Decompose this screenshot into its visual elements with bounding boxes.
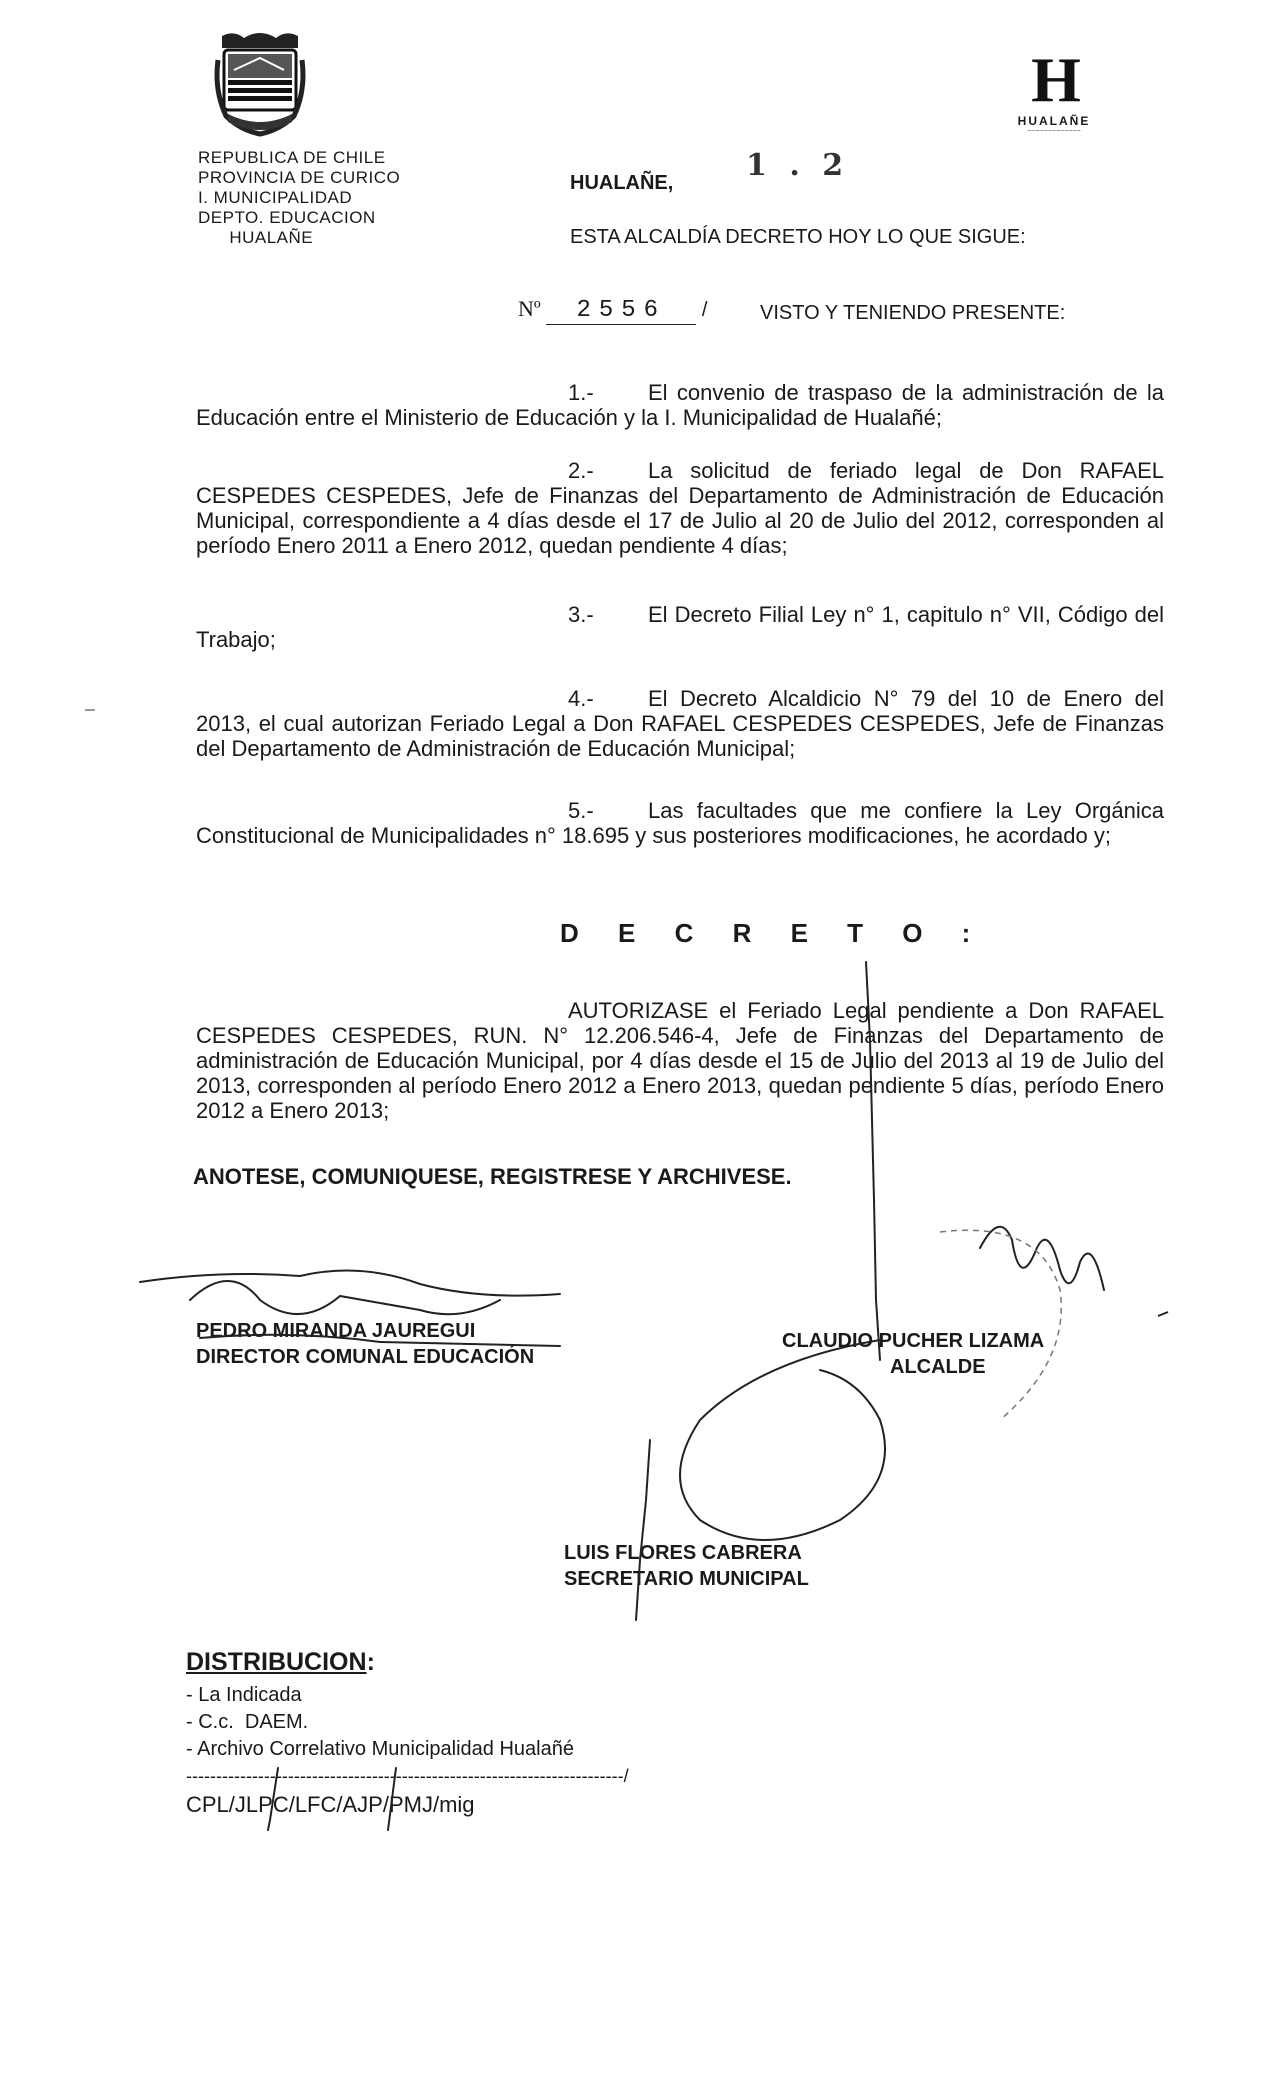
signer-name: CLAUDIO PUCHER LIZAMA <box>782 1330 1045 1352</box>
signer-name: PEDRO MIRANDA JAUREGUI <box>196 1320 476 1342</box>
secretary-signature-block <box>564 1540 809 1592</box>
secretary-signature-stroke <box>636 1440 650 1620</box>
municipal-crest-icon <box>214 30 306 140</box>
director-signature-block <box>196 1318 534 1370</box>
decree-intro: ESTA ALCALDÍA DECRETO HOY LO QUE SIGUE: <box>570 226 1026 248</box>
signer-name: LUIS FLORES CABRERA <box>564 1542 802 1564</box>
list-item: - C.c. DAEM. <box>186 1711 309 1733</box>
director-signature-scribble <box>140 1271 560 1296</box>
distribution-list <box>186 1682 574 1763</box>
mayor-signature-block <box>782 1328 1044 1380</box>
resolution-paragraph <box>196 998 1164 1123</box>
mayor-signature-scribble <box>980 1227 1104 1290</box>
consideration-number: 1.- <box>568 380 594 405</box>
distribution-heading <box>186 1648 375 1677</box>
decree-number-line <box>518 296 707 325</box>
issuing-authority-block <box>198 148 400 248</box>
signer-title: DIRECTOR COMUNAL EDUCACIÓN <box>196 1346 535 1368</box>
consideration-text: El Decreto Alcaldicio N° 79 del 10 de Enero del 2013, el cual autorizan Feriado Legal a Don RAFAEL CESPEDES CESPEDES, Jefe de Finanzas del Departamento de Administración de Educación Municipal; <box>196 686 1164 761</box>
consideration-3 <box>196 602 1164 652</box>
logo-tagline-scribble: ~~~~~~~~~~~~~ <box>1027 128 1081 135</box>
org-line: DEPTO. EDUCACION <box>198 208 376 227</box>
decree-title: D E C R E T O : <box>560 918 987 948</box>
org-line: REPUBLICA DE CHILE <box>198 148 386 167</box>
distribution-colon: : <box>366 1648 375 1676</box>
consideration-number: 3.- <box>568 602 594 627</box>
consideration-number: 2.- <box>568 458 594 483</box>
visto-heading: VISTO Y TENIENDO PRESENTE: <box>760 302 1066 324</box>
consideration-text: Las facultades que me confiere la Ley Orgánica Constitucional de Municipalidades n° 18.695 y sus posteriores modificaciones, he acordado y; <box>196 798 1164 848</box>
hualane-logo <box>1006 44 1102 140</box>
consideration-text: El Decreto Filial Ley n° 1, capitulo n° VII, Código del Trabajo; <box>196 602 1164 652</box>
logo-mark-icon: H <box>1031 44 1077 115</box>
signer-title: SECRETARIO MUNICIPAL <box>564 1568 809 1590</box>
consideration-1 <box>196 380 1164 430</box>
consideration-text: La solicitud de feriado legal de Don RAFAEL CESPEDES CESPEDES, Jefe de Finanzas del Departamento de Administración de Educación Municipal, correspondiente a 4 días desde el 17 de Julio al 20 de Julio del 2012, corresponden al período Enero 2011 a Enero 2012, quedan pendiente 4 días; <box>196 458 1164 558</box>
resolution-text: AUTORIZASE el Feriado Legal pendiente a Don RAFAEL CESPEDES CESPEDES, RUN. N° 12.206.546-4, Jefe de Finanzas del Departamento de administración de Educación Municipal, por 4 días desde el 15 de Julio del 2013 al 19 de Julio del 2013, corresponden al período Enero 2012 a Enero 2013, quedan pendiente 5 días, período Enero 2012 a Enero 2013; <box>196 998 1164 1123</box>
list-item: - Archivo Correlativo Municipalidad Hualañé <box>186 1738 574 1760</box>
dashed-rule: -------------------------------------------------------------------------/ <box>186 1766 629 1786</box>
date-stamp: 1 . 2 <box>746 148 850 183</box>
list-item: - La Indicada <box>186 1684 302 1706</box>
closing-formula: ANOTESE, COMUNIQUESE, REGISTRESE Y ARCHIVESE. <box>193 1164 792 1189</box>
signer-title: ALCALDE <box>890 1356 986 1378</box>
seal-stamp-mark <box>940 1230 1061 1420</box>
org-line: HUALAÑE <box>198 228 314 247</box>
consideration-2 <box>196 458 1164 558</box>
org-line: I. MUNICIPALIDAD <box>198 188 353 207</box>
number-prefix: Nº <box>518 296 541 321</box>
logo-name: HUALAÑE <box>1017 114 1091 128</box>
org-line: PROVINCIA DE CURICO <box>198 168 401 187</box>
consideration-number: 4.- <box>568 686 594 711</box>
decree-number: 2556 <box>546 297 696 325</box>
consideration-4 <box>196 686 1164 761</box>
place-name: HUALAÑE, <box>570 172 674 194</box>
reference-initials: CPL/JLPC/LFC/AJP/PMJ/mig <box>186 1792 475 1817</box>
consideration-number: 5.- <box>568 798 594 823</box>
number-slash: / <box>701 299 708 321</box>
distribution-heading-text: DISTRIBUCION <box>186 1648 367 1676</box>
consideration-text: El convenio de traspaso de la administración de la Educación entre el Ministerio de Educación y la I. Municipalidad de Hualañé; <box>196 380 1164 430</box>
consideration-5 <box>196 798 1164 848</box>
